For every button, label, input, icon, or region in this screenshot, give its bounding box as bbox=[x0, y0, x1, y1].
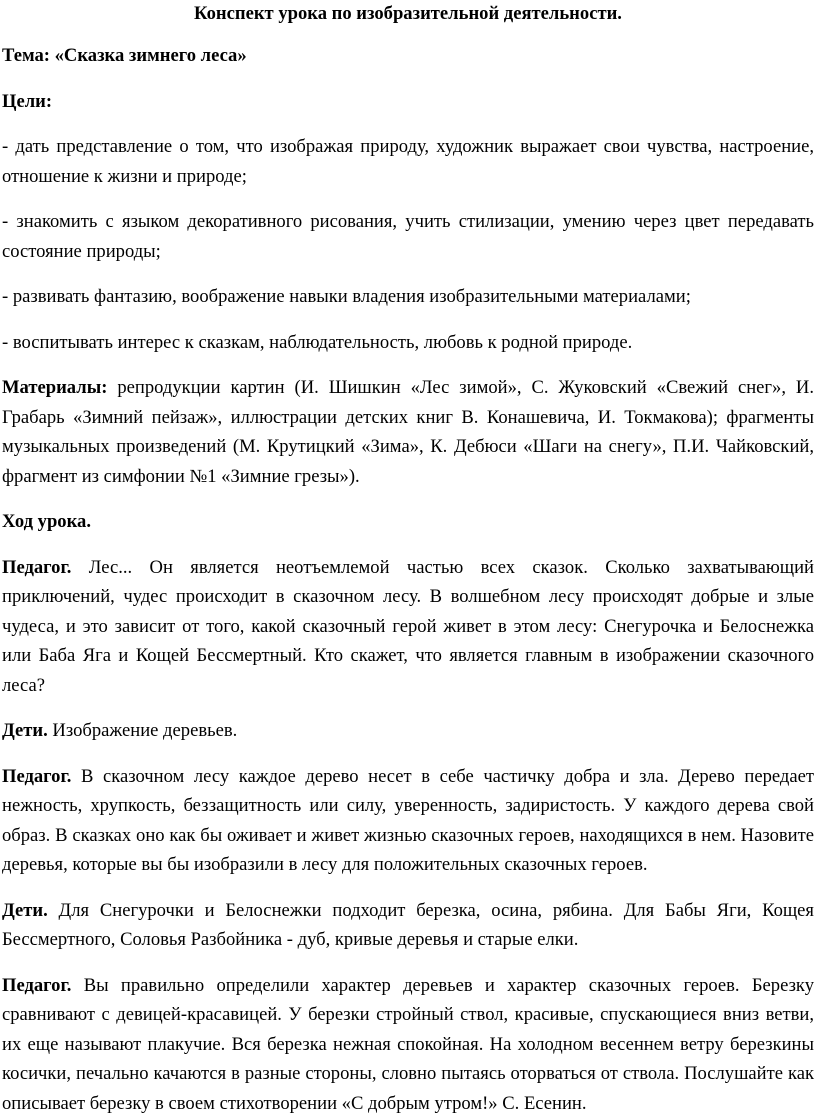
dialogue-paragraph bbox=[2, 896, 814, 955]
materials-label: Материалы: bbox=[2, 377, 107, 398]
dialogue-paragraph bbox=[2, 716, 814, 746]
dialogue-paragraph bbox=[2, 971, 814, 1118]
dialogue-paragraph bbox=[2, 553, 814, 701]
speaker-label: Педагог. bbox=[2, 975, 71, 996]
speaker-label: Дети. bbox=[2, 900, 48, 921]
dialogue-text: Для Снегурочки и Белоснежки подходит березка, осина, рябина. Для Бабы Яги, Кощея Бессмертного, Соловья Разбойника - дуб, кривые деревья и старые елки. bbox=[2, 900, 814, 951]
goal-item: - развивать фантазию, воображение навыки владения изобразительными материалами; bbox=[2, 282, 814, 312]
goals-heading: Цели: bbox=[2, 87, 814, 117]
materials-paragraph bbox=[2, 373, 814, 491]
lesson-topic: Тема: «Сказка зимнего леса» bbox=[2, 41, 814, 71]
speaker-label: Педагог. bbox=[2, 766, 71, 787]
dialogue-text: Вы правильно определили характер деревьев и характер сказочных героев. Березку сравнивают с девицей-красавицей. У березки стройный ствол, красивые, спускающиеся вниз ветви, их еще называют плакучие. Вся березка нежная спокойная. На холодном весеннем ветру березкины косички, печально качаются в разные стороны, словно пытаясь оторваться от ствола. Послушайте как описывает березку в своем стихотворении «С добрым утром!» С. Есенин. bbox=[2, 975, 814, 1114]
document-title: Конспект урока по изобразительной деятельности. bbox=[2, 0, 814, 28]
goal-item: - знакомить с языком декоративного рисования, учить стилизации, умению через цвет передавать состояние природы; bbox=[2, 207, 814, 266]
lesson-heading: Ход урока. bbox=[2, 507, 814, 537]
goal-item: - дать представление о том, что изображая природу, художник выражает свои чувства, настроение, отношение к жизни и природе; bbox=[2, 132, 814, 191]
dialogue-text: Лес... Он является неотъемлемой частью всех сказок. Сколько захватывающий приключений, чудес происходит в сказочном лесу. В волшебном лесу происходят добрые и злые чудеса, и это зависит от того, какой сказочный герой живет в этом лесу: Снегурочка и Белоснежка или Баба Яга и Кощей Бессмертный. Кто скажет, что является главным в изображении сказочного леса? bbox=[2, 557, 814, 696]
dialogue-paragraph bbox=[2, 762, 814, 880]
speaker-label: Педагог. bbox=[2, 557, 71, 578]
materials-text: репродукции картин (И. Шишкин «Лес зимой», С. Жуковский «Свежий снег», И. Грабарь «Зимний пейзаж», иллюстрации детских книг В. Конашевича, И. Токмакова); фрагменты музыкальных произведений (М. Крутицкий «Зима», К. Дебюси «Шаги на снегу», П.И. Чайковский, фрагмент из симфонии №1 «Зимние грезы»). bbox=[2, 377, 814, 487]
speaker-label: Дети. bbox=[2, 720, 48, 741]
dialogue-text: В сказочном лесу каждое дерево несет в себе частичку добра и зла. Дерево передает нежность, хрупкость, беззащитность или силу, уверенность, задиристость. У каждого дерева свой образ. В сказках оно как бы оживает и живет жизнью сказочных героев, находящихся в нем. Назовите деревья, которые вы бы изобразили в лесу для положительных сказочных героев. bbox=[2, 766, 814, 876]
goal-item: - воспитывать интерес к сказкам, наблюдательность, любовь к родной природе. bbox=[2, 328, 814, 358]
dialogue-text: Изображение деревьев. bbox=[48, 720, 237, 741]
